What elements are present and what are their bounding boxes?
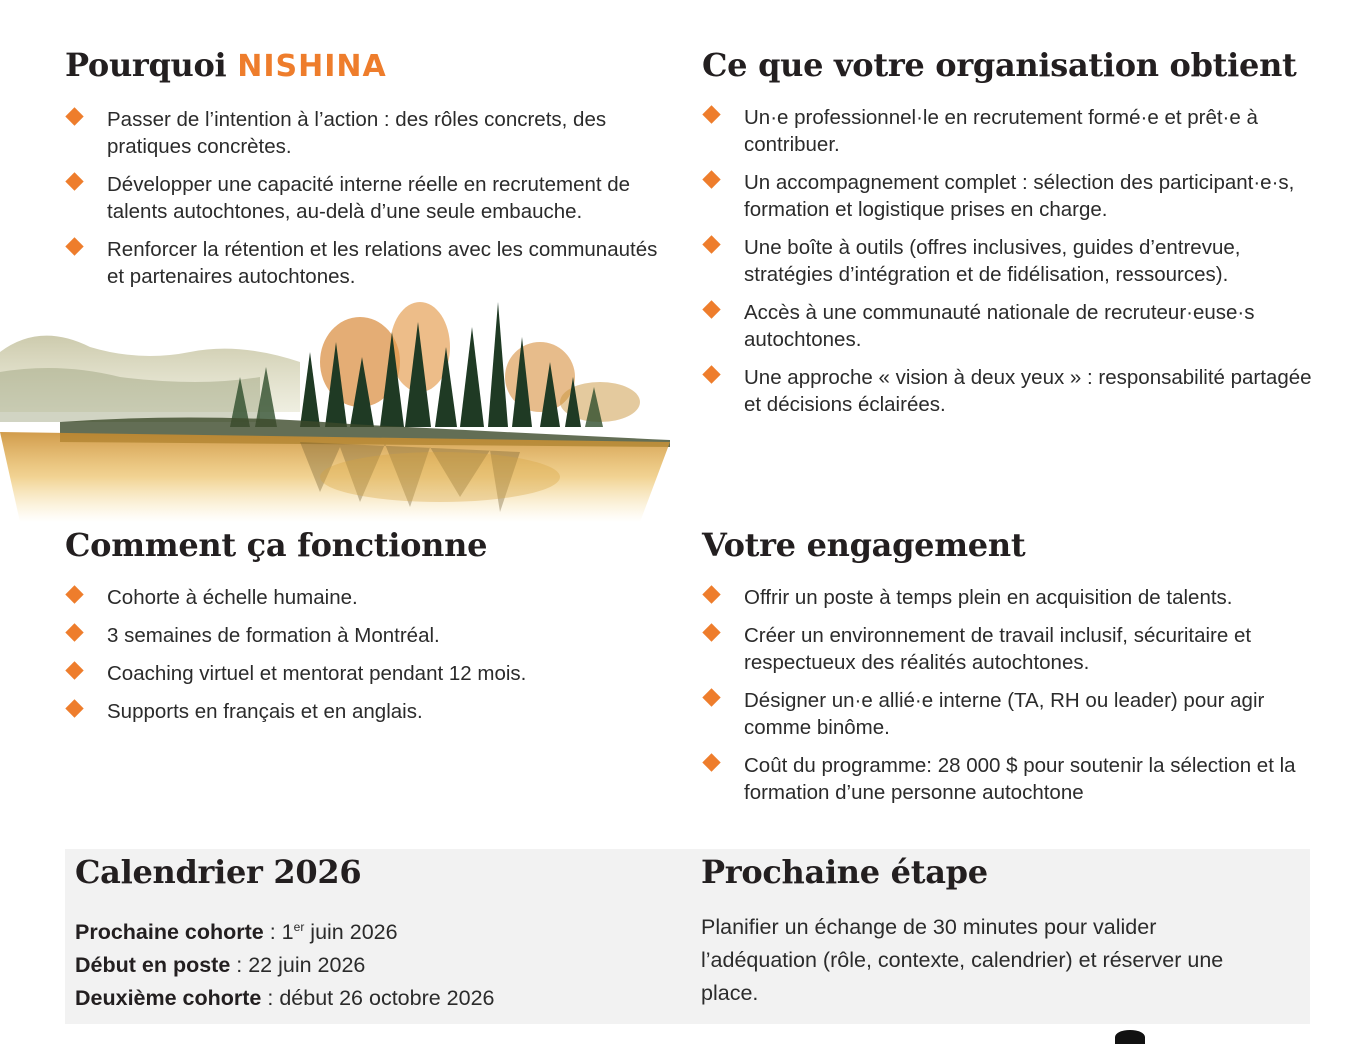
list-item: Créer un environnement de travail inclusif, sécuritaire et respectueux des réalités autochtones. [702,622,1322,676]
gets-title: Ce que votre organisation obtient [702,46,1297,84]
next-step-text: Planifier un échange de 30 minutes pour valider l’adéquation (rôle, contexte, calendrier) et réserver une place. [701,915,1224,1005]
diamond-bullet-icon [65,237,83,255]
commitment-section [702,526,1322,817]
brand-logo: NISHINA [237,49,387,84]
diamond-bullet-icon [65,661,83,679]
list-item: Une boîte à outils (offres inclusives, guides d’entrevue, stratégies d’intégration et de fidélisation, ressources). [702,234,1322,288]
list-item: Coût du programme: 28 000 $ pour soutenir la sélection et la formation d’une personne autochtone [702,752,1322,806]
calendar-row: Deuxième cohorte : début 26 octobre 2026 [75,986,495,1011]
commitment-list [702,584,1322,806]
list-item: Offrir un poste à temps plein en acquisition de talents. [702,584,1322,611]
diamond-bullet-icon [65,699,83,717]
calendar-section [75,853,495,1015]
why-section [65,46,675,301]
list-item: Accès à une communauté nationale de recruteur·euse·s autochtones. [702,299,1322,353]
list-item: Cohorte à échelle humaine. [65,584,675,611]
gets-list [702,104,1322,418]
diamond-bullet-icon [702,688,720,706]
commitment-title: Votre engagement [702,526,1026,564]
list-item: Développer une capacité interne réelle en recrutement de talents autochtones, au-delà d’une seule embauche. [65,171,675,225]
watercolor-forest-lake-illustration [0,292,680,522]
calendar-title: Calendrier 2026 [75,853,362,891]
list-item: Un accompagnement complet : sélection des participant·e·s, formation et logistique prises en charge. [702,169,1322,223]
diamond-bullet-icon [702,365,720,383]
next-step-title: Prochaine étape [701,853,988,891]
how-title: Comment ça fonctionne [65,526,488,564]
diamond-bullet-icon [65,107,83,125]
diamond-bullet-icon [65,623,83,641]
diamond-bullet-icon [702,585,720,603]
diamond-bullet-icon [702,170,720,188]
gets-section [702,46,1322,429]
diamond-bullet-icon [65,172,83,190]
calendar-row: Début en poste : 22 juin 2026 [75,953,366,978]
ink-blot-decoration [1115,1030,1145,1044]
diamond-bullet-icon [702,623,720,641]
list-item: Coaching virtuel et mentorat pendant 12 mois. [65,660,675,687]
calendar-row: Prochaine cohorte : 1er juin 2026 [75,920,398,945]
how-list [65,584,675,725]
list-item: Désigner un·e allié·e interne (TA, RH ou leader) pour agir comme binôme. [702,687,1322,741]
diamond-bullet-icon [702,105,720,123]
bottom-info-box [65,849,1310,1024]
diamond-bullet-icon [702,753,720,771]
list-item: Passer de l’intention à l’action : des rôles concrets, des pratiques concrètes. [65,106,675,160]
list-item: Une approche « vision à deux yeux » : responsabilité partagée et décisions éclairées. [702,364,1322,418]
why-list [65,106,675,290]
how-section [65,526,675,736]
list-item: Un·e professionnel·le en recrutement formé·e et prêt·e à contribuer. [702,104,1322,158]
diamond-bullet-icon [702,300,720,318]
why-title: Pourquoi NISHINA [65,46,387,84]
calendar-lines [75,911,495,1015]
next-step-section [701,853,1261,1010]
list-item: Renforcer la rétention et les relations avec les communautés et partenaires autochtones. [65,236,675,290]
diamond-bullet-icon [702,235,720,253]
list-item: Supports en français et en anglais. [65,698,675,725]
diamond-bullet-icon [65,585,83,603]
list-item: 3 semaines de formation à Montréal. [65,622,675,649]
